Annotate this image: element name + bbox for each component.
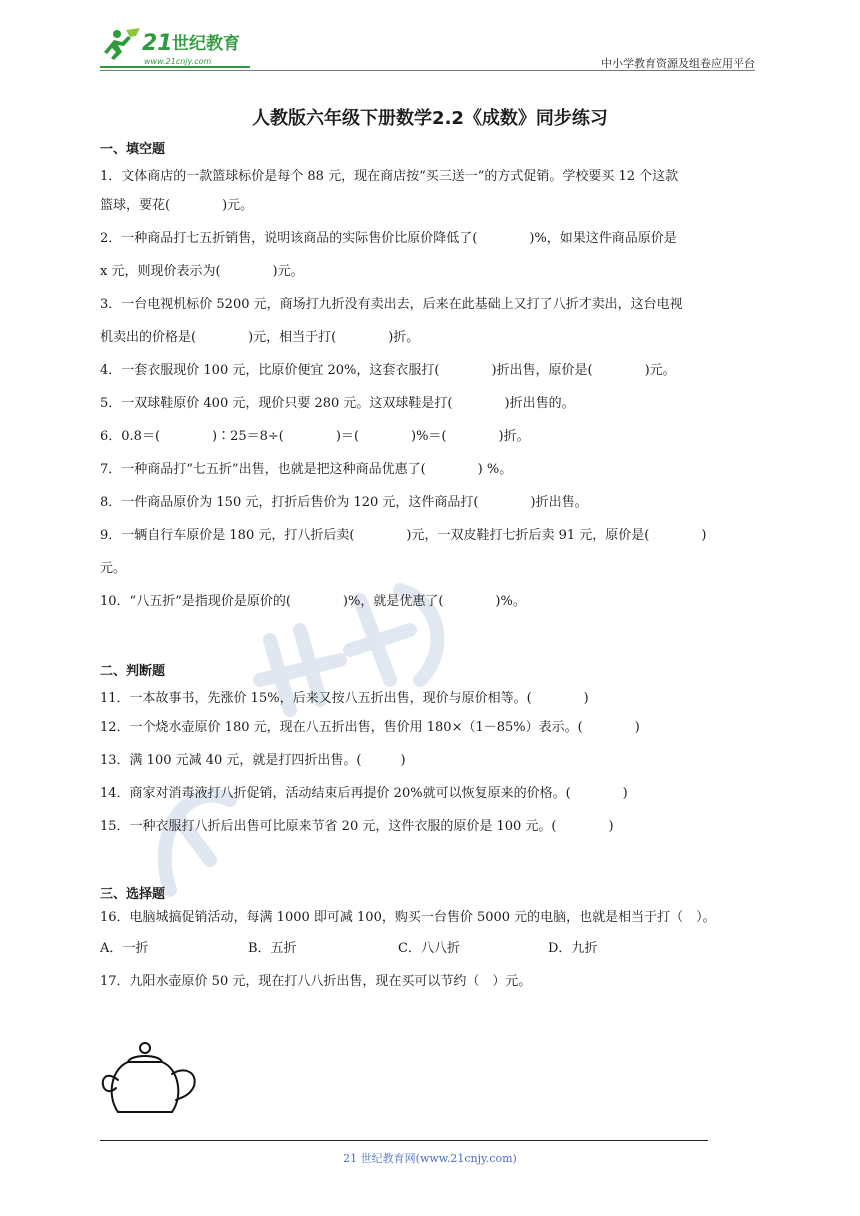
question-16: 16．电脑城搞促销活动，每满 1000 即可减 100，购买一台售价 5000 元的电脑，也就是相当于打（ ）。 [100, 910, 716, 925]
question-2-line-2: x 元，则现价表示为( )元。 [100, 264, 304, 279]
question-8: 8．一件商品原价为 150 元，打折后售价为 120 元，这件商品打( )折出售。 [100, 495, 588, 510]
question-2 [100, 222, 765, 288]
question-15: 15．一种衣服打八折后出售可比原来节省 20 元，这件衣服的原价是 100 元。( ) [100, 819, 614, 834]
question-7: 7．一种商品打“七五折”出售，也就是把这种商品优惠了( ) %。 [100, 462, 513, 477]
header-divider [100, 70, 755, 71]
page-title: 人教版六年级下册数学2.2《成数》同步练习 [252, 108, 608, 129]
question-17: 17．九阳水壶原价 50 元，现在打八八折出售，现在买可以节约（ ）元。 [100, 974, 532, 989]
platform-name: 中小学教育资源及组卷应用平台 [601, 57, 755, 70]
section-title-multiple-choice: 三、选择题 [100, 887, 166, 902]
svg-text:www.21cnjy.com: www.21cnjy.com [144, 57, 212, 66]
question-4: 4．一套衣服现价 100 元，比原价便宜 20%，这套衣服打( )折出售，原价是( )元。 [100, 363, 676, 378]
question-11: 11．一本故事书，先涨价 15%，后来又按八五折出售，现价与原价相等。( ) [100, 691, 589, 706]
question-9-line-1: 9．一辆自行车原价是 180 元，打八折后卖( )元，一双皮鞋打七折后卖 91 元，原价是( ) [100, 528, 707, 543]
question-1-line-1: 1．文体商店的一款篮球标价是每个 88 元，现在商店按“买三送一”的方式促销。学校要买 12 个这款 [100, 169, 679, 184]
question-2-line-1: 2．一种商品打七五折销售，说明该商品的实际售价比原价降低了( )%，如果这件商品原价是 [100, 231, 677, 246]
option-b: B．五折 [248, 941, 297, 956]
question-12: 12．一个烧水壶原价 180 元，现在八五折出售，售价用 180×（1－85%）表示。( ) [100, 720, 640, 735]
question-1 [100, 165, 765, 222]
svg-text:世纪教育: 世纪教育 [172, 34, 240, 54]
footer-link[interactable]: 21 世纪教育网(www.21cnjy.com) [343, 1152, 517, 1165]
logo-runner-icon [100, 26, 290, 72]
question-1-line-2: 篮球，要花( )元。 [100, 198, 254, 213]
option-c: C．八八折 [398, 941, 460, 956]
section-title-fill-in: 一、填空题 [100, 142, 166, 157]
question-13: 13．满 100 元减 40 元，就是打四折出售。( ) [100, 753, 406, 768]
question-10: 10．“八五折”是指现价是原价的( )%，就是优惠了( )%。 [100, 594, 526, 609]
option-a: A．一折 [100, 941, 149, 956]
footer-divider [100, 1140, 708, 1141]
question-5: 5．一双球鞋原价 400 元，现价只要 280 元。这双球鞋是打( )折出售的。 [100, 396, 575, 411]
svg-text:21: 21 [142, 31, 173, 56]
question-16-options [100, 932, 765, 965]
question-3 [100, 288, 765, 354]
teapot-icon [100, 1040, 200, 1120]
question-9 [100, 519, 765, 585]
question-6: 6．0.8＝( )∶25＝8÷( )＝( )%＝( )折。 [100, 429, 530, 444]
worksheet-content [100, 138, 765, 998]
question-3-line-1: 3．一台电视机标价 5200 元，商场打九折没有卖出去，后来在此基础上又打了八折才卖出，这台电视 [100, 297, 683, 312]
option-d: D．九折 [548, 941, 598, 956]
question-9-line-2: 元。 [100, 561, 127, 576]
question-3-line-2: 机卖出的价格是( )元，相当于打( )折。 [100, 330, 420, 345]
site-logo [100, 26, 290, 72]
question-14: 14．商家对消毒液打八折促销，活动结束后再提价 20%就可以恢复原来的价格。( ) [100, 786, 628, 801]
section-title-true-false: 二、判断题 [100, 664, 166, 679]
